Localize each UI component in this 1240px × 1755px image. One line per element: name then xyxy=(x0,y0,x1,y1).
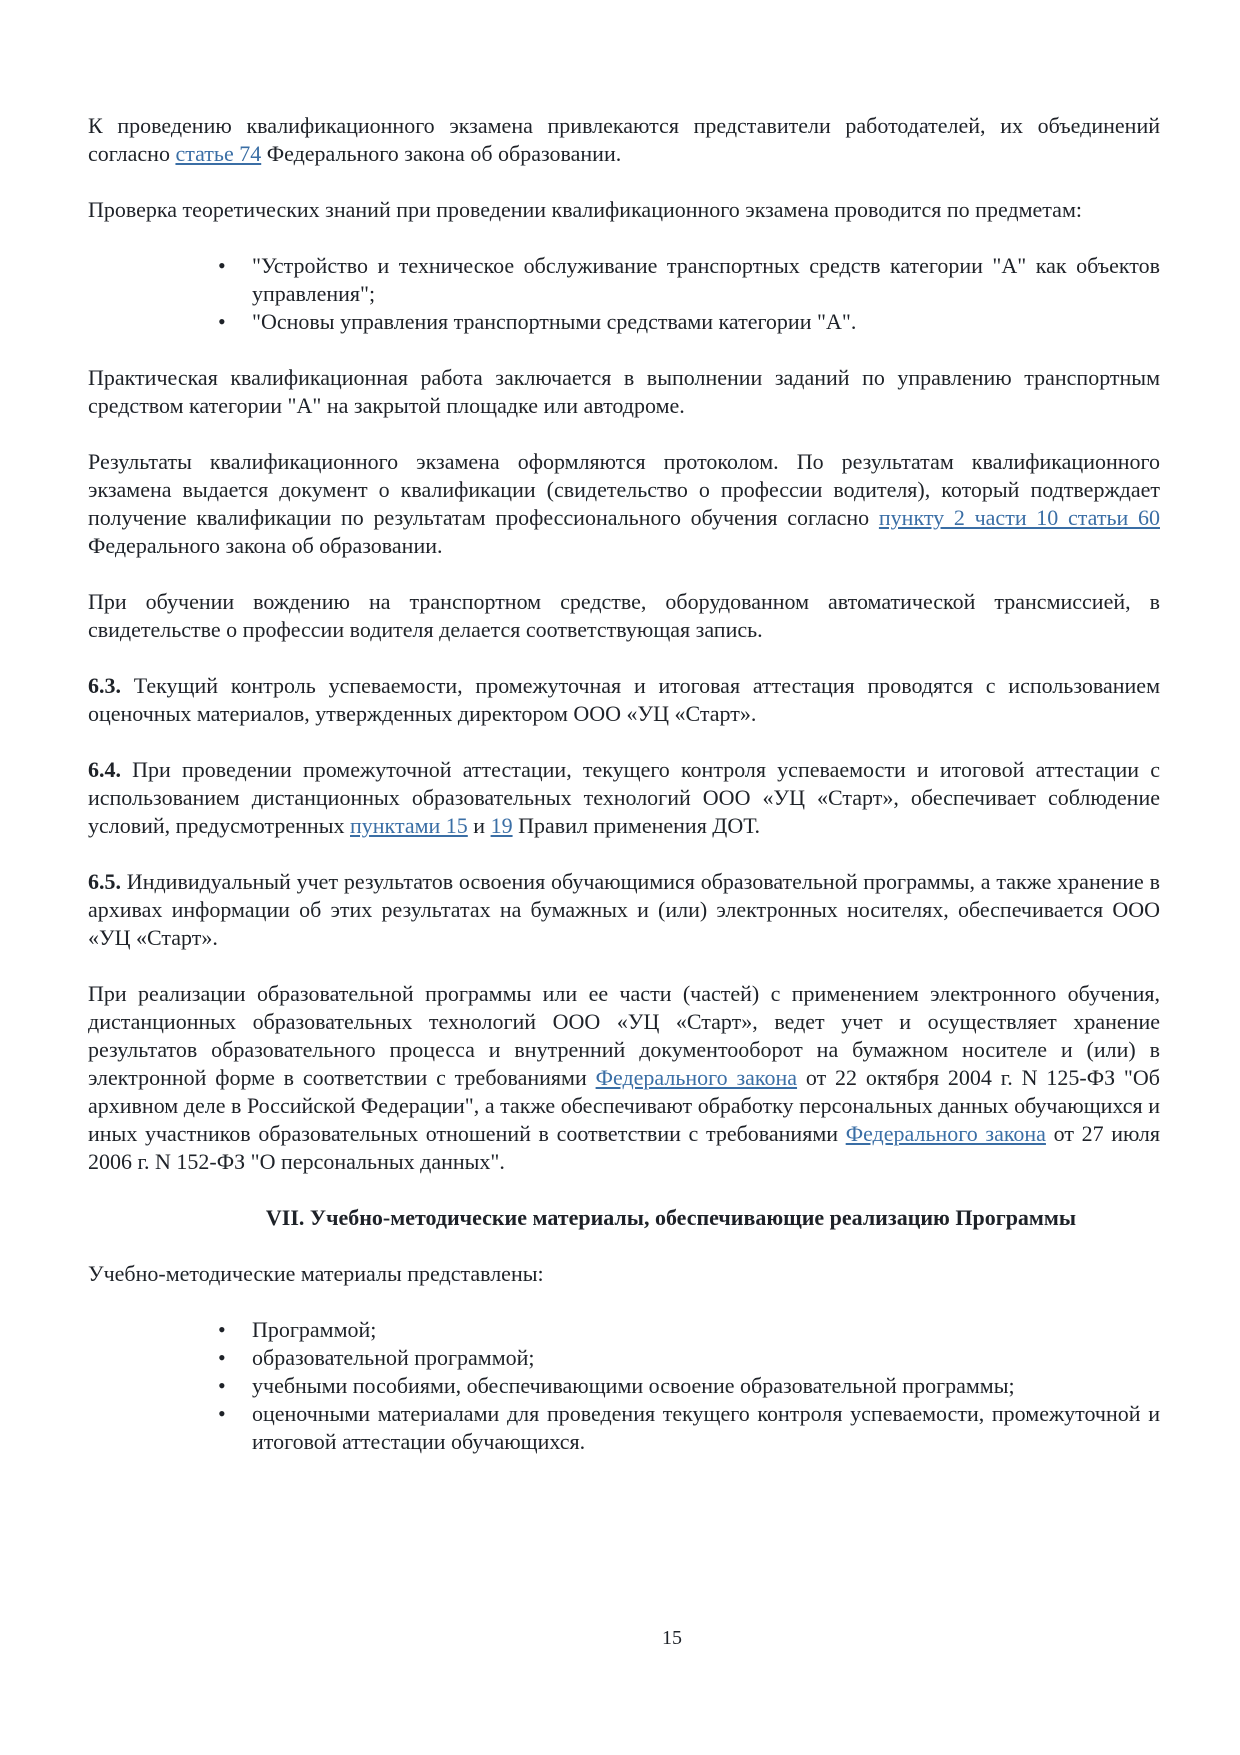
text-segment: и xyxy=(467,813,491,838)
list-item-text: "Устройство и техническое обслуживание транспортных средств категории "А" как объектов управления"; xyxy=(252,253,1160,306)
list-item xyxy=(88,1400,1160,1456)
text-segment: Правил применения ДОТ. xyxy=(512,813,760,838)
link-punktami-15[interactable]: пунктами 15 xyxy=(350,813,468,838)
list-item-text: оценочными материалами для проведения текущего контроля успеваемости, промежуточной и итоговой аттестации обучающихся. xyxy=(252,1401,1160,1454)
clause-number: 6.5. xyxy=(88,869,121,894)
link-punkt-2-chast-10-statya-60[interactable]: пункту 2 части 10 статьи 60 xyxy=(878,505,1160,530)
bullet-icon: • xyxy=(218,1317,226,1342)
paragraph-materials-presented: Учебно-методические материалы представлены: xyxy=(88,1261,544,1286)
link-punkt-19[interactable]: 19 xyxy=(490,813,513,838)
list-item xyxy=(88,1344,1160,1372)
paragraph-practical-work: Практическая квалификационная работа заключается в выполнении заданий по управлению транспортным средством категории "А" на закрытой площадке или автодроме. xyxy=(88,365,1160,418)
link-statya-74[interactable]: статье 74 xyxy=(175,141,262,166)
text-segment: К проведению квалификационного экзамена привлекаются представители работодателей, их объединений согласно xyxy=(88,113,1160,166)
list-item xyxy=(88,1372,1160,1400)
link-federal-law-125fz[interactable]: Федерального закона xyxy=(595,1065,798,1090)
paragraph-6-4-distance-tech xyxy=(88,756,1160,840)
paragraph-6-3-current-control xyxy=(88,672,1160,728)
clause-number: 6.4. xyxy=(88,757,121,782)
paragraph-automatic-transmission-note: При обучении вождению на транспортном средстве, оборудованном автоматической трансмиссией, в свидетельстве о профессии водителя делается соответствующая запись. xyxy=(88,589,1160,642)
subjects-bullet-list xyxy=(88,252,1160,336)
text-segment: Текущий контроль успеваемости, промежуточная и итоговая аттестация проводятся с использованием оценочных материалов, утвержденных директором ООО «УЦ «Старт». xyxy=(88,673,1160,726)
list-item-text: образовательной программой; xyxy=(252,1345,535,1370)
list-item-text: "Основы управления транспортными средствами категории "А". xyxy=(252,309,857,334)
text-segment: Индивидуальный учет результатов освоения обучающимися образовательной программы, а также хранение в архивах информации об этих результатах на бумажных и (или) электронных носителях, обеспечивается ООО «УЦ «Старт». xyxy=(88,869,1160,950)
list-item xyxy=(88,252,1160,308)
bullet-icon: • xyxy=(218,1373,226,1398)
paragraph-qualification-exam-representatives xyxy=(88,112,1160,168)
paragraph-e-learning-archive xyxy=(88,980,1160,1176)
materials-bullet-list xyxy=(88,1316,1160,1456)
bullet-icon: • xyxy=(218,253,226,278)
list-item xyxy=(88,1316,1160,1344)
text-segment: Федерального закона об образовании. xyxy=(261,141,622,166)
bullet-icon: • xyxy=(218,309,226,334)
text-segment: Результаты квалификационного экзамена оформляются протоколом. По результатам квалификационного экзамена выдается документ о квалификации (свидетельство о профессии водителя), который подтверждает получение квалификации по результатам профессионального обучения согласно xyxy=(88,449,1160,530)
text-segment: При реализации образовательной программы или ее части (частей) с применением электронного обучения, дистанционных образовательных технологий ООО «УЦ «Старт», ведет учет и осуществляет хранение результатов образовательного процесса и внутренний документооборот на бумажном носителе и (или) в электронной форме в соответствии с требованиями xyxy=(88,981,1160,1090)
list-item xyxy=(88,308,1160,336)
paragraph-exam-results-protocol xyxy=(88,448,1160,560)
text-segment: При проведении промежуточной аттестации, текущего контроля успеваемости и итоговой аттестации с использованием дистанционных образовательных технологий ООО «УЦ «Старт», обеспечивает соблюдение условий, предусмотренных xyxy=(88,757,1160,838)
paragraph-theory-check-subjects: Проверка теоретических знаний при проведении квалификационного экзамена проводится по предметам: xyxy=(88,197,1082,222)
bullet-icon: • xyxy=(218,1345,226,1370)
section-heading-vii: VII. Учебно-методические материалы, обеспечивающие реализацию Программы xyxy=(265,1205,1077,1230)
page-number: 15 xyxy=(662,1627,682,1649)
bullet-icon: • xyxy=(218,1401,226,1426)
text-segment: от 27 июля 2006 г. N 152-ФЗ "О персональных данных". xyxy=(88,1121,1160,1174)
text-segment: Федерального закона об образовании. xyxy=(88,533,443,558)
list-item-text: учебными пособиями, обеспечивающими освоение образовательной программы; xyxy=(252,1373,1015,1398)
clause-number: 6.3. xyxy=(88,673,121,698)
paragraph-6-5-individual-records xyxy=(88,868,1160,952)
text-segment: от 22 октября 2004 г. N 125-ФЗ "Об архивном деле в Российской Федерации", а также обеспечивают обработку персональных данных обучающихся и иных участников образовательных отношений в соответствии с требованиями xyxy=(88,1065,1160,1146)
link-federal-law-152fz[interactable]: Федерального закона xyxy=(845,1121,1046,1146)
list-item-text: Программой; xyxy=(252,1317,377,1342)
